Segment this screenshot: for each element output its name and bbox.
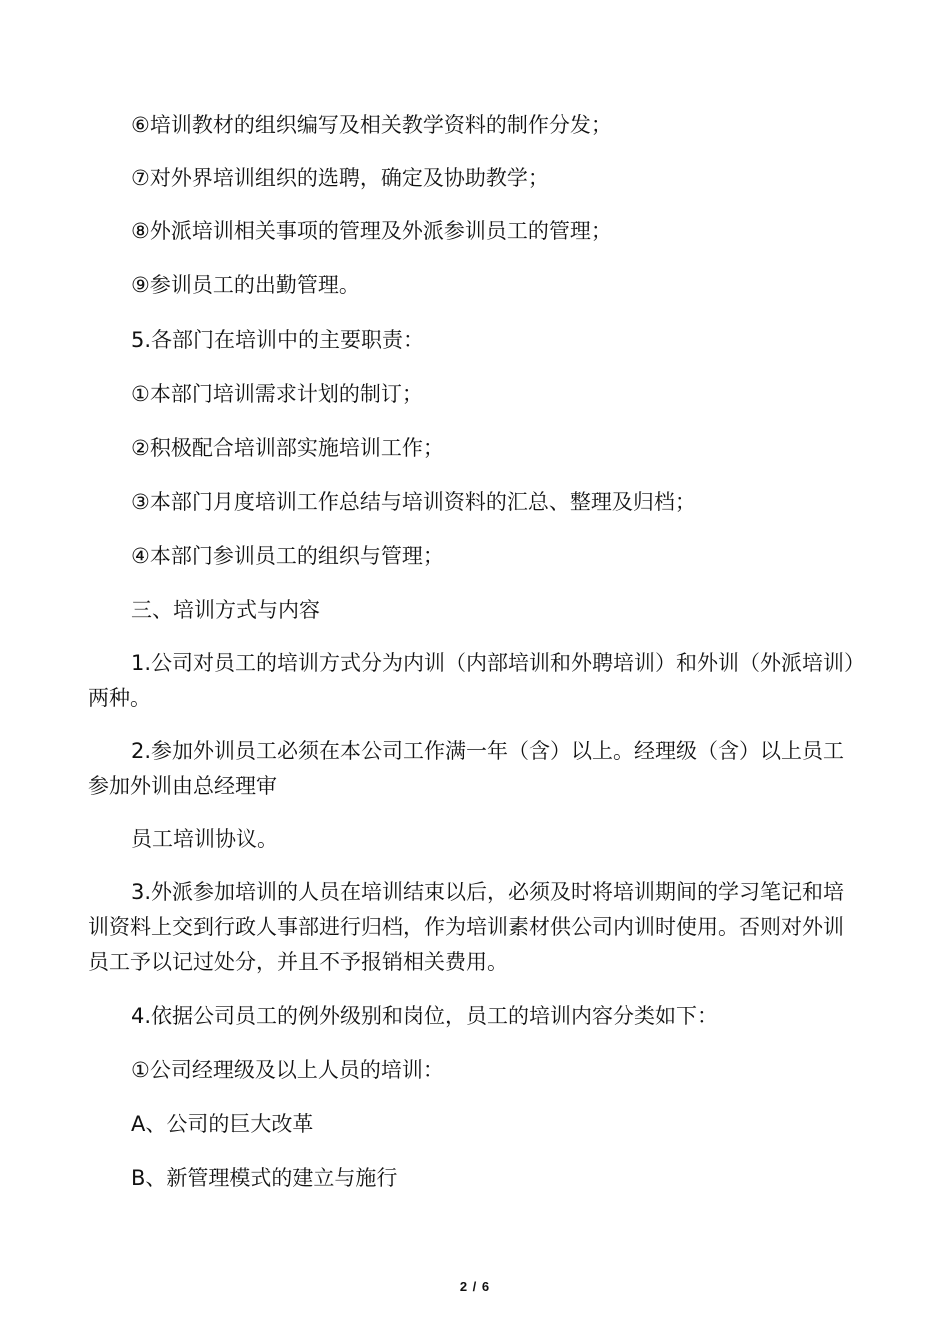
paragraph-15: 4.依据公司员工的例外级别和岗位，员工的培训内容分类如下： — [131, 1004, 719, 1028]
paragraph-4: ⑨参训员工的出勤管理。 — [131, 273, 360, 297]
paragraph-14: 3.外派参加培训的人员在培训结束以后，必须及时将培训期间的学习笔记和培训资料上交到行政人事部进行归档，作为培训素材供公司内训时使用。否则对外训员工予以记过处分，并且不予报销相关费用。 — [88, 880, 845, 974]
paragraph-16: ①公司经理级及以上人员的培训： — [131, 1058, 444, 1082]
paragraph-6: ①本部门培训需求计划的制订； — [131, 382, 423, 406]
paragraph-13: 员工培训协议。 — [131, 827, 278, 851]
paragraph-1: ⑥培训教材的组织编写及相关教学资料的制作分发； — [131, 113, 612, 137]
paragraph-17: A、公司的巨大改革 — [131, 1112, 314, 1136]
page-indicator: 2 / 6 — [459, 1279, 491, 1294]
paragraph-2: ⑦对外界培训组织的选聘，确定及协助教学； — [131, 166, 549, 190]
paragraph-3: ⑧外派培训相关事项的管理及外派参训员工的管理； — [131, 219, 612, 243]
paragraph-7: ②积极配合培训部实施培训工作； — [131, 436, 444, 460]
paragraph-8: ③本部门月度培训工作总结与培训资料的汇总、整理及归档； — [131, 490, 696, 514]
paragraph-18: B、新管理模式的建立与施行 — [131, 1166, 398, 1190]
paragraph-11: 1.公司对员工的培训方式分为内训（内部培训和外聘培训）和外训（外派培训）两种。 — [88, 651, 855, 710]
paragraph-9: ④本部门参训员工的组织与管理； — [131, 544, 444, 568]
section-heading: 三、培训方式与内容 — [131, 598, 320, 622]
paragraph-5: 5.各部门在培训中的主要职责： — [131, 328, 425, 352]
paragraph-12: 2.参加外训员工必须在本公司工作满一年（含）以上。经理级（含）以上员工参加外训由总经理审 — [88, 739, 845, 798]
